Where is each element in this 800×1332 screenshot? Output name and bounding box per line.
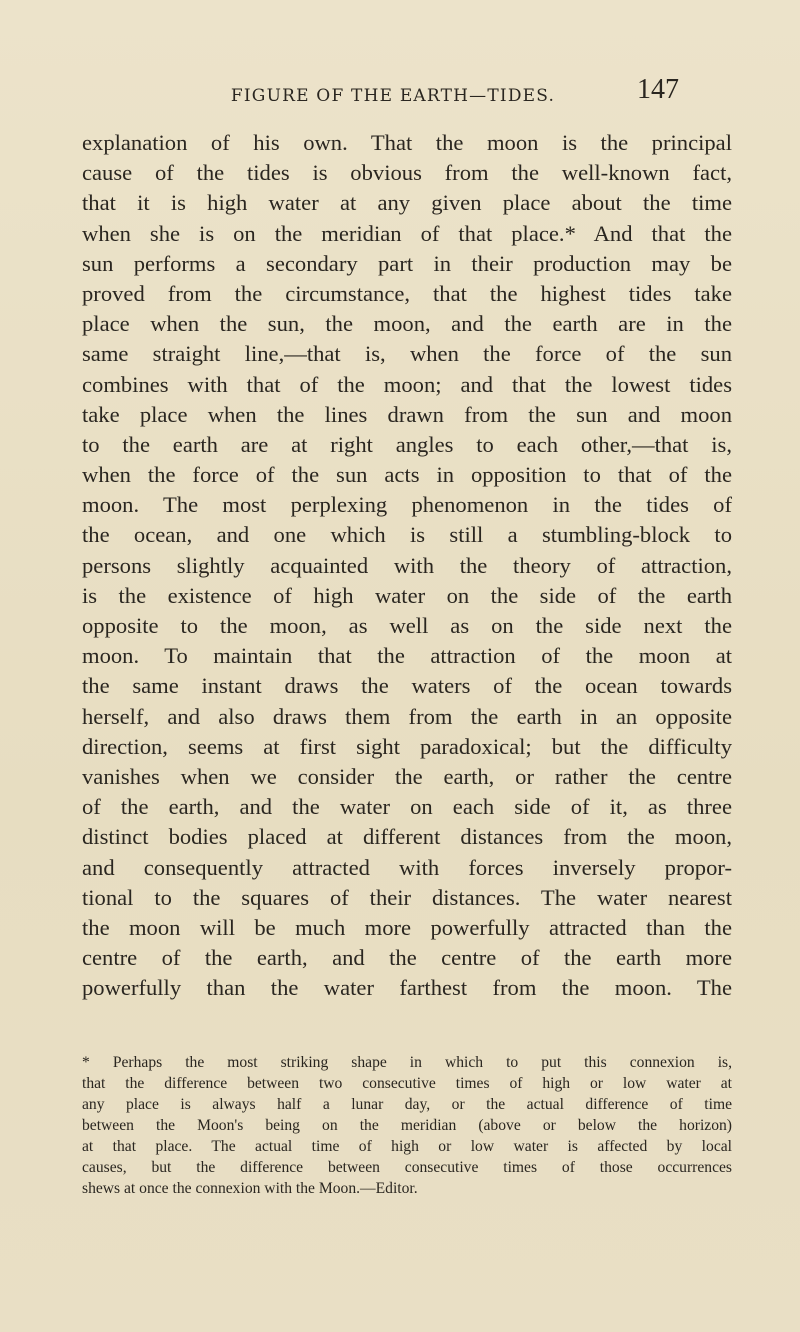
footnote-line: that the difference between two consecutive times of high or low water at: [82, 1075, 732, 1092]
footnote-line: between the Moon's being on the meridian (above or below the horizon): [82, 1117, 732, 1134]
text-line: when she is on the meridian of that place.* And that the: [82, 220, 732, 246]
footnote: [82, 1052, 732, 1199]
text-line: explanation of his own. That the moon is the principal: [82, 130, 732, 155]
text-line: direction, seems at first sight paradoxical; but the difficulty: [82, 733, 732, 759]
text-line: centre of the earth, and the centre of the earth more: [82, 945, 732, 971]
text-line: opposite to the moon, as well as on the side next the: [82, 613, 732, 638]
text-line: distinct bodies placed at different distances from the moon,: [82, 824, 732, 850]
body-text: [82, 128, 732, 1003]
text-line: persons slightly acquainted with the theory of attraction,: [82, 552, 732, 578]
text-line: herself, and also draws them from the earth in an opposite: [82, 703, 732, 729]
text-line: when the force of the sun acts in opposition to that of the: [82, 462, 732, 488]
text-line: cause of the tides is obvious from the well-known fact,: [82, 160, 732, 186]
footnote-line: at that place. The actual time of high or low water is affected by local: [82, 1138, 732, 1155]
text-line: the moon will be much more powerfully attracted than the: [82, 914, 732, 940]
text-line: the ocean, and one which is still a stumbling-block to: [82, 522, 732, 548]
text-line: moon. The most perplexing phenomenon in the tides of: [82, 492, 732, 518]
text-line: tional to the squares of their distances. The water nearest: [82, 884, 732, 910]
footnote-line: shews at once the connexion with the Moon.—Editor.: [82, 1180, 418, 1197]
text-line: of the earth, and the water on each side of it, as three: [82, 794, 732, 820]
text-line: take place when the lines drawn from the sun and moon: [82, 401, 732, 427]
text-line: moon. To maintain that the attraction of the moon at: [82, 643, 732, 669]
footnote-line: * Perhaps the most striking shape in which to put this connexion is,: [82, 1054, 732, 1071]
text-line: powerfully than the water farthest from the moon. The: [82, 975, 732, 1001]
text-line: and consequently attracted with forces inversely propor-: [82, 854, 732, 880]
text-line: place when the sun, the moon, and the earth are in the: [82, 311, 732, 337]
text-line: is the existence of high water on the side of the earth: [82, 582, 732, 608]
text-line: proved from the circumstance, that the highest tides take: [82, 280, 732, 306]
running-head: FIGURE OF THE EARTH—TIDES.: [230, 86, 556, 106]
text-line: same straight line,—that is, when the force of the sun: [82, 341, 732, 367]
text-line: vanishes when we consider the earth, or rather the centre: [82, 763, 732, 789]
text-line: that it is high water at any given place about the time: [82, 190, 732, 216]
text-line: combines with that of the moon; and that the lowest tides: [82, 371, 732, 397]
text-line: the same instant draws the waters of the ocean towards: [82, 673, 732, 699]
text-line: sun performs a secondary part in their production may be: [82, 250, 732, 276]
text-line: to the earth are at right angles to each other,—that is,: [82, 431, 732, 457]
footnote-line: any place is always half a lunar day, or the actual difference of time: [82, 1096, 732, 1113]
footnote-line: causes, but the difference between consecutive times of those occurrences: [82, 1159, 732, 1176]
page-number: 147: [637, 74, 679, 105]
